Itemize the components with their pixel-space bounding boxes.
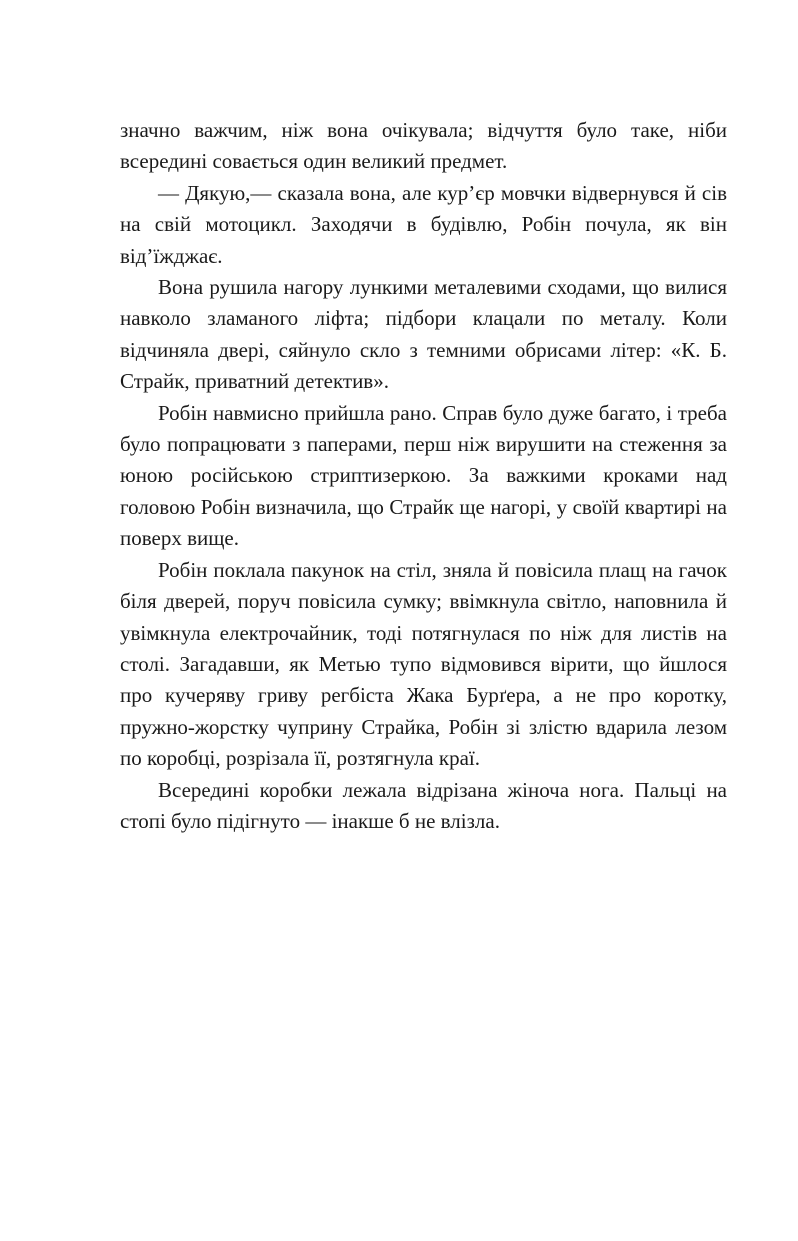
paragraph-1: значно важчим, ніж вона очікувала; відчуття було таке, ніби всередині совається один великий предмет. (120, 118, 727, 174)
paragraph-2: — Дякую,— сказала вона, але кур’єр мовчки відвернувся й сів на свій мотоцикл. Заходячи в будівлю, Робін почула, як він від’їжджає. (120, 180, 727, 268)
paragraph-5: Робін поклала пакунок на стіл, зняла й повісила плащ на гачок біля дверей, поруч повісила сумку; ввімкнула світло, наповнила й увімкнула електрочайник, тоді потягнулася по ніж для листів на столі. Загадавши, як Метью тупо відмовився вірити, що йшлося про кучеряву гриву регбіста Жака Бурґера, а не про коротку, пружно-жорстку чуприну Страйка, Робін зі злістю вдарила лезом по коробці, розрізала її, розтягнула краї. (120, 557, 727, 771)
paragraph-4: Робін навмисно прийшла рано. Справ було дуже багато, і треба було попрацювати з паперами, перш ніж вирушити на стеження за юною російською стриптизеркою. За важкими кроками над головою Робін визначила, що Страйк ще нагорі, у своїй квартирі на поверх вище. (120, 400, 727, 551)
paragraph-3: Вона рушила нагору лункими металевими сходами, що вилися навколо зламаного ліфта; підбори клацали по металу. Коли відчиняла двері, сяйнуло скло з темними обрисами літер: «К. Б. Страйк, приватний детектив». (120, 275, 727, 394)
paragraph-6: Всередині коробки лежала відрізана жіноча нога. Пальці на стопі було підігнуто — інакше б не влізла. (120, 777, 727, 833)
page-text (120, 115, 727, 837)
